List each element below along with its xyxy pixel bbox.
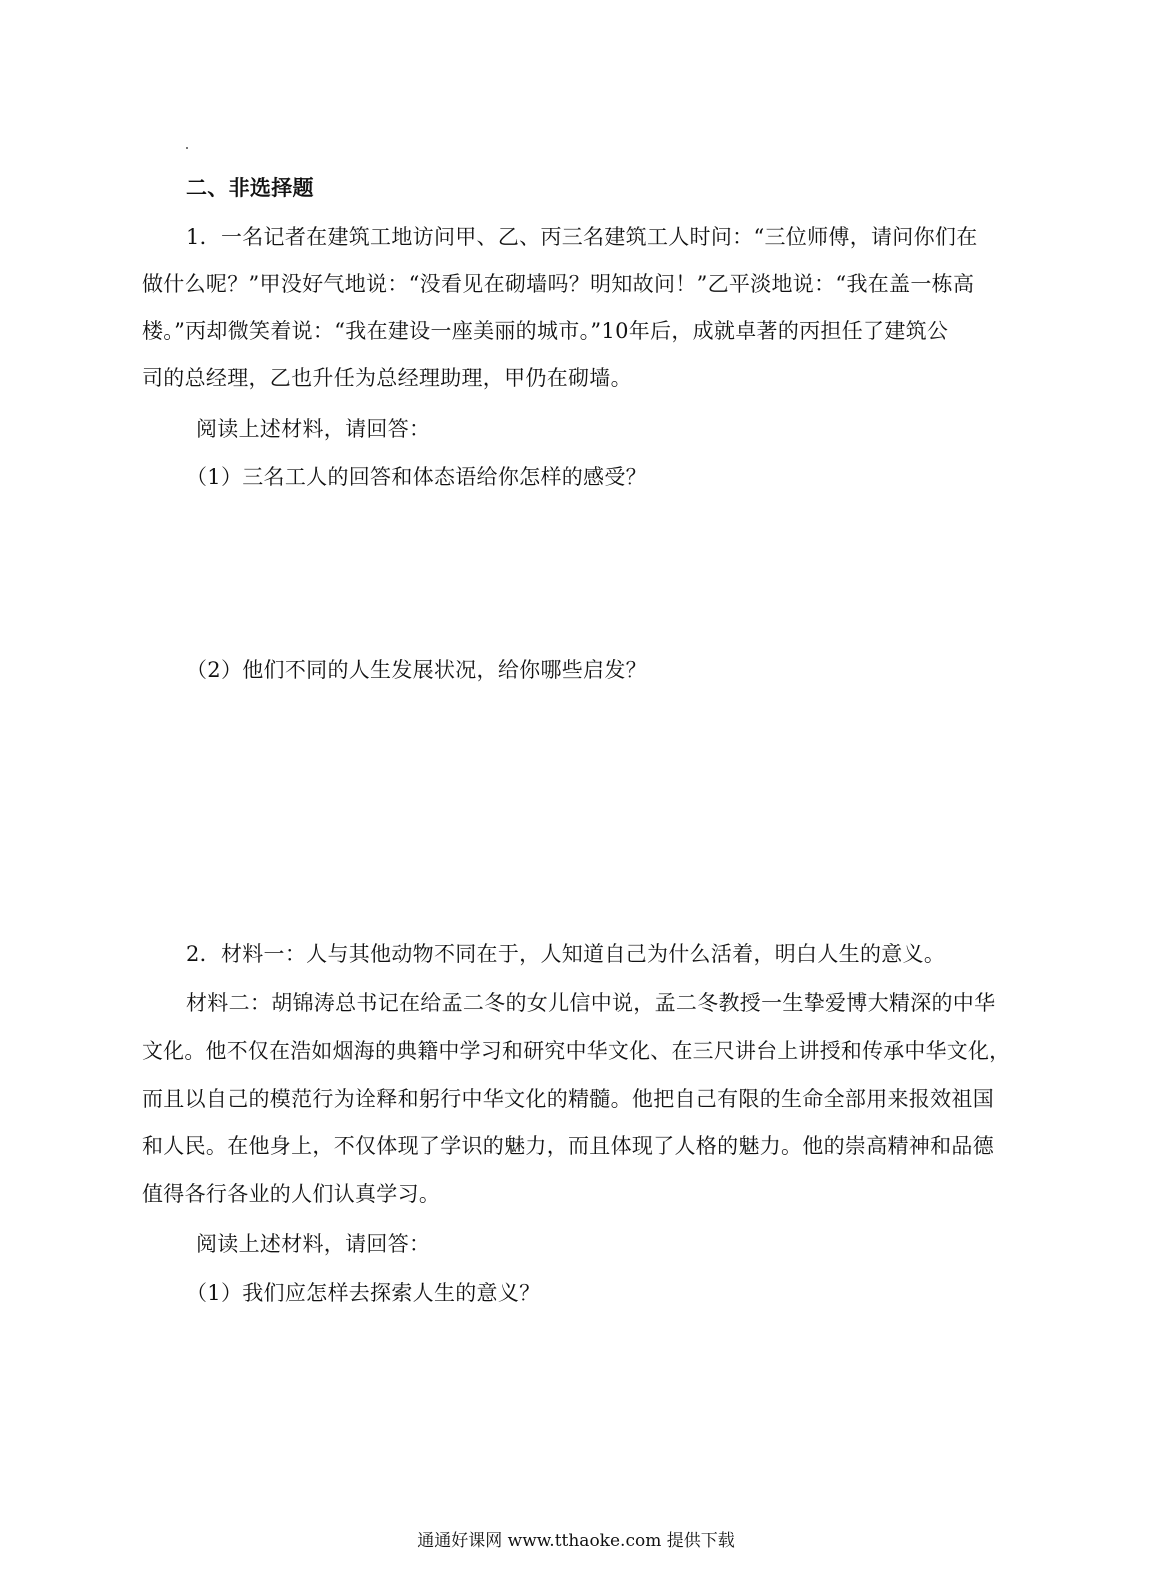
q2-prompt: 阅读上述材料，请回答： (196, 1232, 431, 1256)
q1-material-line-4: 司的总经理，乙也升任为总经理助理，甲仍在砌墙。 (142, 366, 632, 390)
q2-material-1: 2．材料一：人与其他动物不同在于，人知道自己为什么活着，明白人生的意义。 (186, 942, 946, 966)
footer-source: 通通好课网 www.tthaoke.com 提供下载 (417, 1531, 735, 1551)
q1-material-line-1: 1．一名记者在建筑工地访问甲、乙、丙三名建筑工人时问：“三位师傅，请问你们在 (186, 225, 978, 249)
q1-material-line-2: 做什么呢？”甲没好气地说：“没看见在砌墙吗？明知故问！”乙平淡地说：“我在盖一栋高 (142, 272, 975, 296)
q2-subquestion-1: （1）我们应怎样去探索人生的意义？ (186, 1281, 541, 1305)
q2-material-2-line-5: 值得各行各业的人们认真学习。 (142, 1182, 441, 1206)
q1-subquestion-2: （2）他们不同的人生发展状况，给你哪些启发？ (186, 658, 647, 682)
q2-material-2-line-2: 文化。他不仅在浩如烟海的典籍中学习和研究中华文化、在三尺讲台上讲授和传承中华文化， (142, 1039, 1011, 1063)
q2-material-2-line-4: 和人民。在他身上，不仅体现了学识的魅力，而且体现了人格的魅力。他的崇高精神和品德 (142, 1134, 994, 1158)
section-heading: 二、非选择题 (186, 176, 314, 200)
q1-subquestion-1: （1）三名工人的回答和体态语给你怎样的感受？ (186, 465, 647, 489)
q2-material-2-line-1: 材料二：胡锦涛总书记在给孟二冬的女儿信中说，孟二冬教授一生挚爱博大精深的中华 (186, 991, 996, 1015)
q1-prompt: 阅读上述材料，请回答： (196, 417, 431, 441)
scan-speck (186, 147, 188, 149)
q1-material-line-3: 楼。”丙却微笑着说：“我在建设一座美丽的城市。”10年后，成就卓著的丙担任了建筑公 (142, 319, 949, 343)
q2-material-2-line-3: 而且以自己的模范行为诠释和躬行中华文化的精髓。他把自己有限的生命全部用来报效祖国 (142, 1087, 994, 1111)
